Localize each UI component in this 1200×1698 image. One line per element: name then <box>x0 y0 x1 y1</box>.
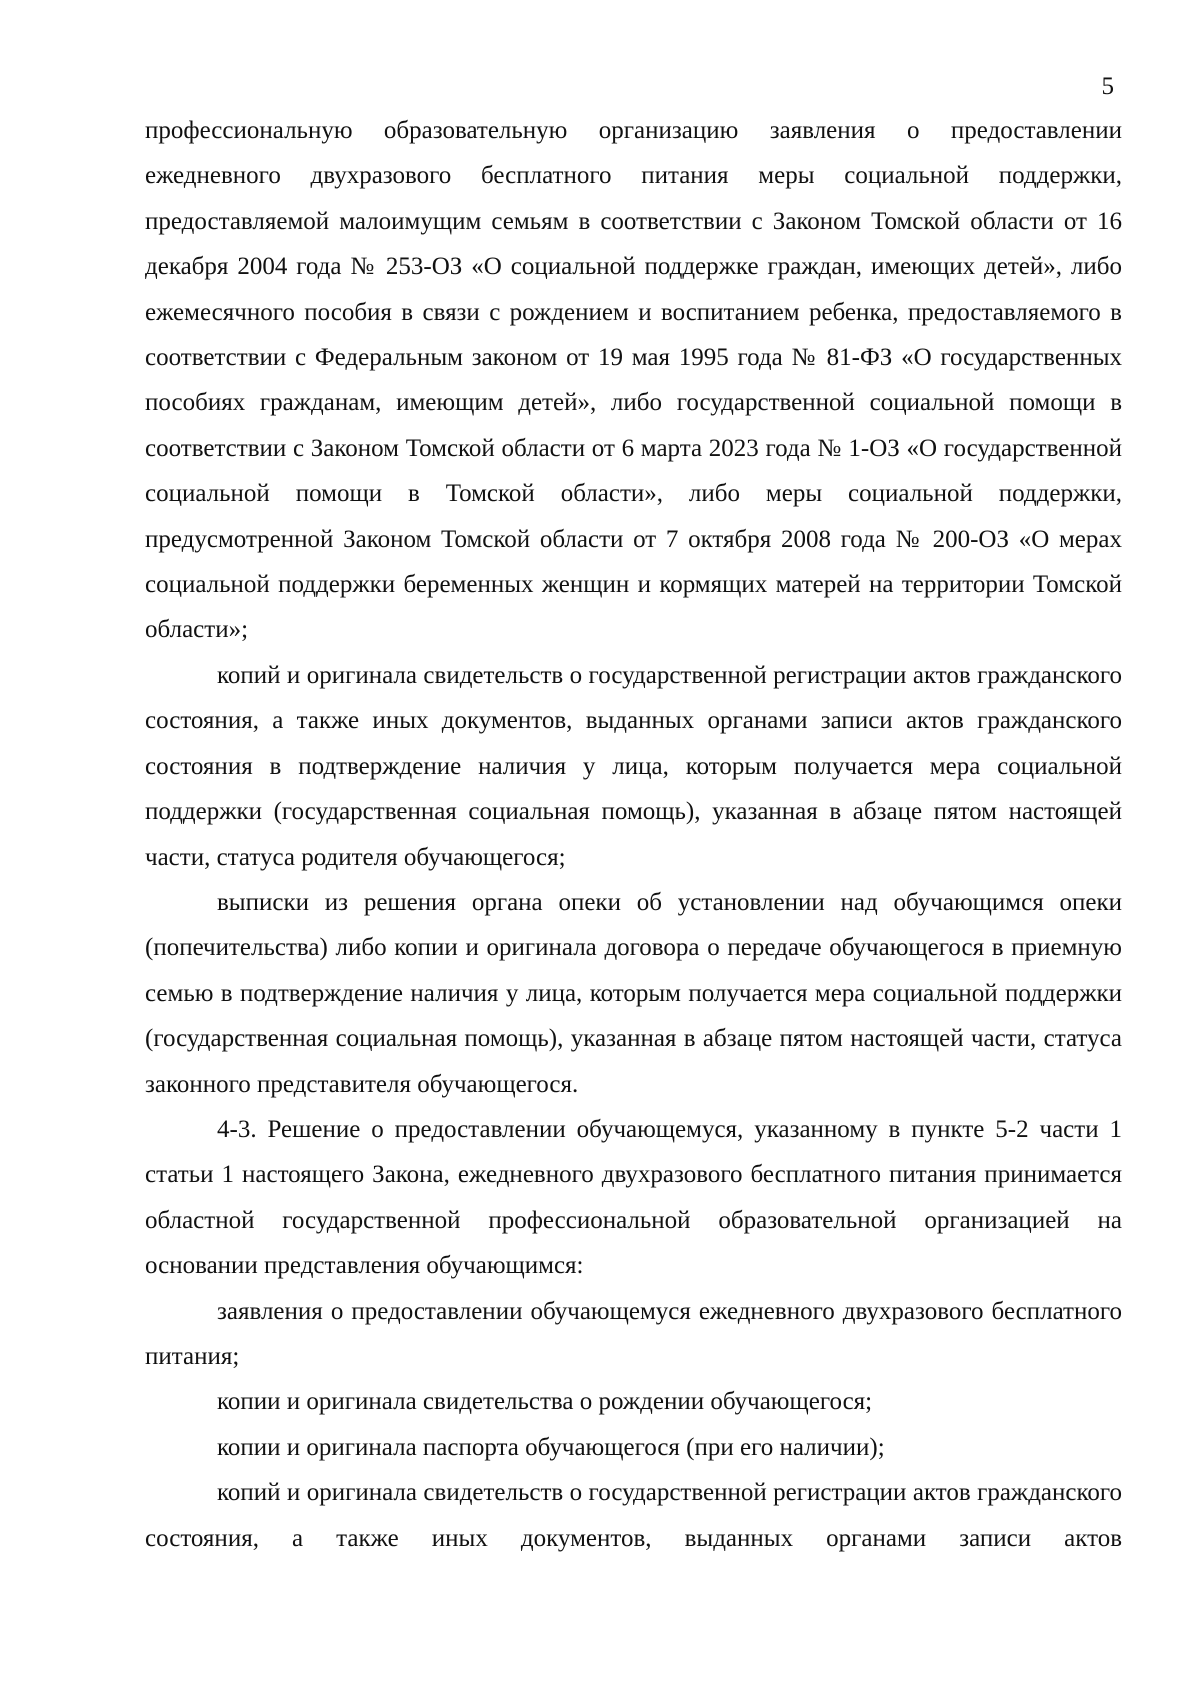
paragraph-continuation: профессиональную образовательную организацию заявления о предоставлении ежедневного двухразового бесплатного питания меры социальной поддержки, предоставляемой малоимущим семьям в соответствии с Законом Томской области от 16 декабря 2004 года № 253-ОЗ «О социальной поддержке граждан, имеющих детей», либо ежемесячного пособия в связи с рождением и воспитанием ребенка, предоставляемого в соответствии с Федеральным законом от 19 мая 1995 года № 81-ФЗ «О государственных пособиях гражданам, имеющим детей», либо государственной социальной помощи в соответствии с Законом Томской области от 6 марта 2023 года № 1-ОЗ «О государственной социальной помощи в Томской области», либо меры социальной поддержки, предусмотренной Законом Томской области от 7 октября 2008 года № 200-ОЗ «О мерах социальной поддержки беременных женщин и кормящих матерей на территории Томской области»; <box>145 117 1122 644</box>
paragraph-section-4-3: 4-3. Решение о предоставлении обучающемуся, указанному в пункте 5-2 части 1 статьи 1 настоящего Закона, ежедневного двухразового бесплатного питания принимается областной государственной профессиональной образовательной организацией на основании представления обучающимся: <box>145 1115 1122 1280</box>
paragraph-civil-status-copies-continued: копий и оригинала свидетельств о государственной регистрации актов гражданского состояния, а также иных документов, выданных органами записи актов <box>145 1479 1122 1552</box>
paragraph-guardianship-extract: выписки из решения органа опеки об установлении над обучающимся опеки (попечительства) либо копии и оригинала договора о передаче обучающегося в приемную семью в подтверждение наличия у лица, которым получается мера социальной поддержки (государственная социальная помощь), указанная в абзаце пятом настоящей части, статуса законного представителя обучающегося. <box>145 888 1122 1098</box>
page-number: 5 <box>1101 73 1114 100</box>
paragraph-application: заявления о предоставлении обучающемуся ежедневного двухразового бесплатного питания; <box>145 1297 1122 1370</box>
paragraph-passport: копии и оригинала паспорта обучающегося (при его наличии); <box>217 1433 885 1461</box>
paragraph-birth-certificate: копии и оригинала свидетельства о рождении обучающегося; <box>217 1388 873 1416</box>
document-body <box>145 108 1122 1561</box>
paragraph-civil-status-copies: копий и оригинала свидетельств о государственной регистрации актов гражданского состояния, а также иных документов, выданных органами записи актов гражданского состояния в подтверждение наличия у лица, которым получается мера социальной поддержки (государственная социальная помощь), указанная в абзаце пятом настоящей части, статуса родителя обучающегося; <box>145 661 1122 871</box>
